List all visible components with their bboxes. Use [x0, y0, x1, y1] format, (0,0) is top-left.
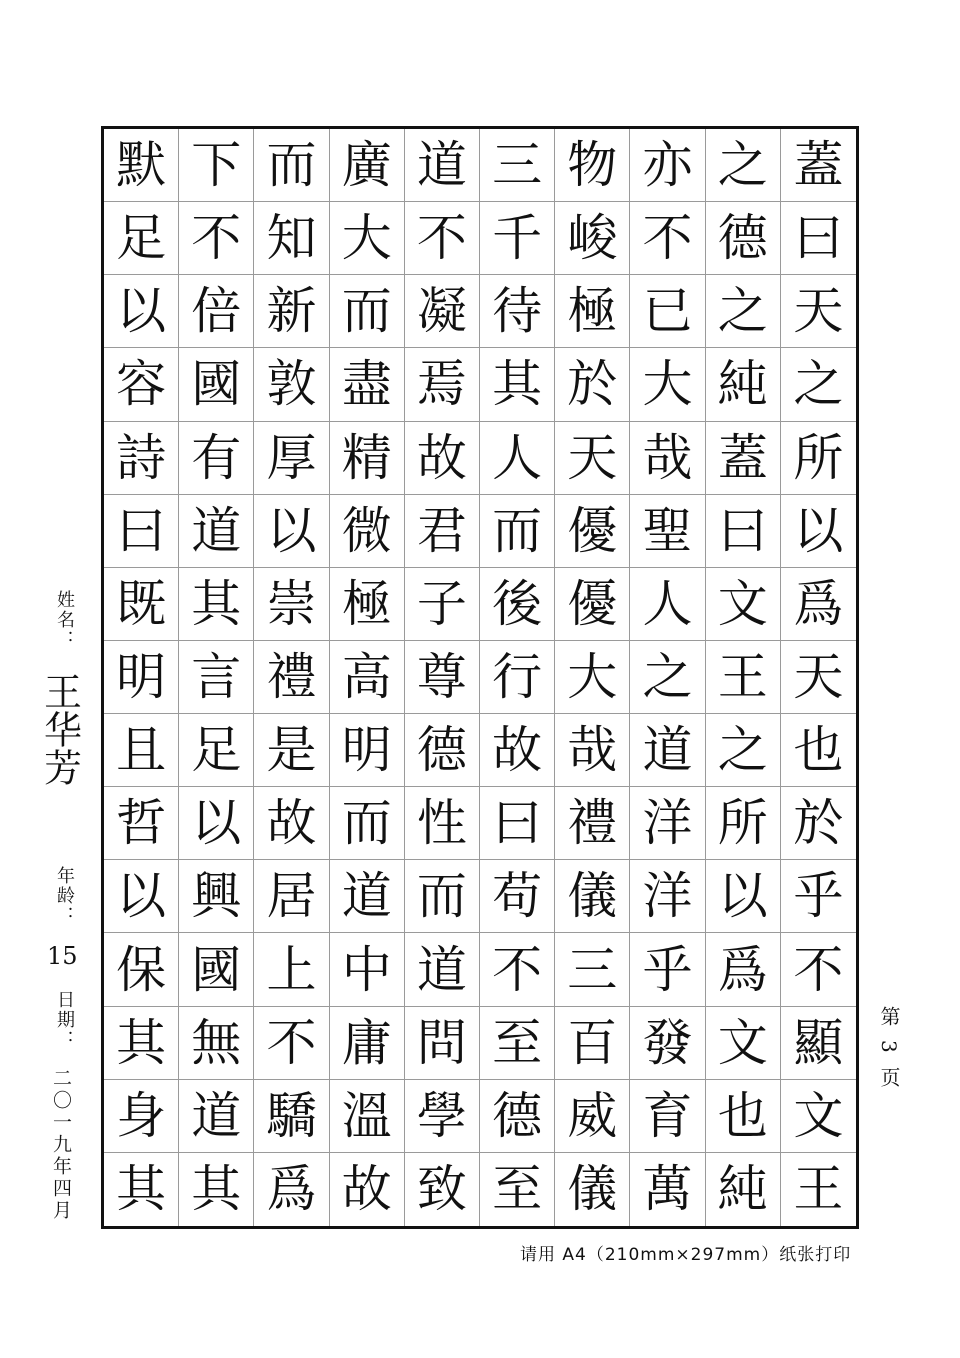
- grid-character: 百: [555, 1007, 630, 1080]
- grid-character: 不: [781, 933, 856, 1006]
- grid-character: 優: [555, 495, 630, 568]
- grid-character: 洋: [630, 787, 705, 860]
- grid-character: 至: [480, 1007, 555, 1080]
- grid-character: 文: [781, 1080, 856, 1153]
- grid-character: 微: [330, 495, 405, 568]
- grid-character: 洋: [630, 860, 705, 933]
- character-grid: [104, 129, 856, 1226]
- grid-character: 是: [254, 714, 329, 787]
- grid-character: 也: [706, 1080, 781, 1153]
- grid-character: 道: [405, 129, 480, 202]
- grid-character: 以: [706, 860, 781, 933]
- grid-character: 居: [254, 860, 329, 933]
- grid-character: 所: [781, 422, 856, 495]
- grid-character: 故: [480, 714, 555, 787]
- grid-character: 盡: [330, 348, 405, 421]
- grid-character: 道: [330, 860, 405, 933]
- grid-character: 道: [630, 714, 705, 787]
- grid-character: 溫: [330, 1080, 405, 1153]
- grid-character: 既: [104, 568, 179, 641]
- grid-character: 蓋: [781, 129, 856, 202]
- grid-character: 其: [179, 1153, 254, 1226]
- grid-character: 大: [630, 348, 705, 421]
- grid-character: 之: [630, 641, 705, 714]
- copybook-grid-frame: [101, 126, 859, 1229]
- grid-character: 默: [104, 129, 179, 202]
- grid-character: 蓋: [706, 422, 781, 495]
- grid-character: 精: [330, 422, 405, 495]
- grid-character: 以: [104, 860, 179, 933]
- grid-character: 庸: [330, 1007, 405, 1080]
- grid-character: 人: [480, 422, 555, 495]
- grid-character: 千: [480, 202, 555, 275]
- grid-character: 天: [555, 422, 630, 495]
- date-label: 日期：: [54, 990, 75, 1050]
- grid-character: 後: [480, 568, 555, 641]
- grid-character: 爲: [781, 568, 856, 641]
- grid-character: 而: [330, 787, 405, 860]
- grid-character: 故: [330, 1153, 405, 1226]
- grid-character: 乎: [781, 860, 856, 933]
- grid-character: 已: [630, 275, 705, 348]
- grid-character: 道: [405, 933, 480, 1006]
- age-value: 15: [47, 942, 78, 970]
- grid-character: 至: [480, 1153, 555, 1226]
- grid-character: 大: [330, 202, 405, 275]
- grid-character: 育: [630, 1080, 705, 1153]
- grid-character: 禮: [254, 641, 329, 714]
- grid-character: 而: [330, 275, 405, 348]
- grid-character: 足: [179, 714, 254, 787]
- grid-character: 以: [781, 495, 856, 568]
- grid-character: 明: [330, 714, 405, 787]
- grid-character: 新: [254, 275, 329, 348]
- grid-character: 言: [179, 641, 254, 714]
- grid-character: 王: [793, 1160, 844, 1219]
- grid-character: 曰: [706, 495, 781, 568]
- grid-character: 天: [781, 275, 856, 348]
- grid-character: 曰: [781, 202, 856, 275]
- grid-character: 於: [555, 348, 630, 421]
- grid-character: 物: [555, 129, 630, 202]
- grid-character: 故: [405, 422, 480, 495]
- grid-character: 致: [405, 1153, 480, 1226]
- grid-character: 崇: [254, 568, 329, 641]
- print-instruction: 请用 A4（210mm×297mm）纸张打印: [520, 1245, 852, 1265]
- grid-character: 之: [706, 714, 781, 787]
- grid-character: 其: [480, 348, 555, 421]
- grid-character: 廣: [330, 129, 405, 202]
- grid-character: 而: [405, 860, 480, 933]
- grid-character: 曰: [104, 495, 179, 568]
- grid-character: 於: [781, 787, 856, 860]
- grid-character: 德: [480, 1080, 555, 1153]
- grid-character: 不: [254, 1007, 329, 1080]
- grid-character: 爲: [706, 933, 781, 1006]
- grid-character: 儀: [555, 860, 630, 933]
- grid-character: 文: [706, 1007, 781, 1080]
- grid-character: 其: [104, 1007, 179, 1080]
- grid-character: 容: [104, 348, 179, 421]
- grid-character: 無: [179, 1007, 254, 1080]
- grid-character: 哲: [104, 787, 179, 860]
- grid-character: 聖: [630, 495, 705, 568]
- grid-character: 也: [781, 714, 856, 787]
- grid-character: 倍: [179, 275, 254, 348]
- grid-character: 焉: [405, 348, 480, 421]
- grid-character: 純: [706, 1153, 781, 1226]
- grid-character: 威: [555, 1080, 630, 1153]
- grid-character: 學: [405, 1080, 480, 1153]
- grid-character: 足: [104, 202, 179, 275]
- grid-character: 三: [555, 933, 630, 1006]
- age-label: 年龄：: [54, 866, 75, 926]
- grid-character: 性: [405, 787, 480, 860]
- grid-character: 其: [104, 1153, 179, 1226]
- grid-character: 君: [405, 495, 480, 568]
- grid-character: 驕: [254, 1080, 329, 1153]
- grid-character: 大: [555, 641, 630, 714]
- grid-character: 而: [480, 495, 555, 568]
- grid-character: 有: [179, 422, 254, 495]
- grid-character: 不: [179, 202, 254, 275]
- grid-character: 凝: [405, 275, 480, 348]
- grid-character: 其: [179, 568, 254, 641]
- grid-character: 不: [630, 202, 705, 275]
- page-number: 第3页: [877, 1006, 901, 1101]
- grid-character: 禮: [555, 787, 630, 860]
- grid-character: 三: [480, 129, 555, 202]
- grid-character: 明: [104, 641, 179, 714]
- grid-character: 王: [706, 641, 781, 714]
- grid-character: 不: [480, 933, 555, 1006]
- grid-character: 德: [706, 202, 781, 275]
- grid-character: 曰: [480, 787, 555, 860]
- name-label: 姓名：: [54, 590, 75, 650]
- grid-character: 哉: [630, 422, 705, 495]
- grid-character: 身: [104, 1080, 179, 1153]
- grid-character: 之: [706, 275, 781, 348]
- grid-character: 高: [330, 641, 405, 714]
- grid-character: 極: [555, 275, 630, 348]
- grid-character: 發: [630, 1007, 705, 1080]
- grid-character: 之: [781, 348, 856, 421]
- grid-character: 之: [706, 129, 781, 202]
- grid-character: 乎: [630, 933, 705, 1006]
- grid-character: 人: [630, 568, 705, 641]
- grid-character: 興: [179, 860, 254, 933]
- grid-character: 純: [706, 348, 781, 421]
- grid-character: 問: [405, 1007, 480, 1080]
- date-value: 二〇一九年四月: [50, 1068, 72, 1222]
- grid-character: 中: [330, 933, 405, 1006]
- grid-character: 知: [254, 202, 329, 275]
- grid-character: 且: [104, 714, 179, 787]
- grid-character: 厚: [254, 422, 329, 495]
- grid-character: 德: [405, 714, 480, 787]
- grid-character: 尊: [405, 641, 480, 714]
- grid-character: 峻: [555, 202, 630, 275]
- grid-character: 亦: [630, 129, 705, 202]
- grid-character: 所: [706, 787, 781, 860]
- grid-character: 子: [405, 568, 480, 641]
- grid-character: 行: [480, 641, 555, 714]
- grid-character: 敦: [254, 348, 329, 421]
- grid-character: 保: [104, 933, 179, 1006]
- grid-character: 故: [254, 787, 329, 860]
- grid-character: 爲: [254, 1153, 329, 1226]
- grid-character: 以: [254, 495, 329, 568]
- grid-character: 以: [179, 787, 254, 860]
- grid-character: 詩: [104, 422, 179, 495]
- grid-character: 國: [179, 933, 254, 1006]
- grid-character: 道: [179, 1080, 254, 1153]
- grid-character: 文: [706, 568, 781, 641]
- grid-character: 不: [405, 202, 480, 275]
- grid-character: 苟: [480, 860, 555, 933]
- name-value: 王华芳: [37, 672, 82, 786]
- grid-character: 待: [480, 275, 555, 348]
- grid-character: 下: [179, 129, 254, 202]
- grid-character: 哉: [555, 714, 630, 787]
- grid-character: 道: [179, 495, 254, 568]
- grid-character: 上: [254, 933, 329, 1006]
- grid-character: 儀: [555, 1153, 630, 1226]
- grid-character: 以: [104, 275, 179, 348]
- grid-character: 極: [330, 568, 405, 641]
- grid-character: 萬: [630, 1153, 705, 1226]
- grid-character: 優: [555, 568, 630, 641]
- grid-character: 顯: [781, 1007, 856, 1080]
- grid-character: 而: [254, 129, 329, 202]
- grid-character: 天: [781, 641, 856, 714]
- grid-character: 國: [179, 348, 254, 421]
